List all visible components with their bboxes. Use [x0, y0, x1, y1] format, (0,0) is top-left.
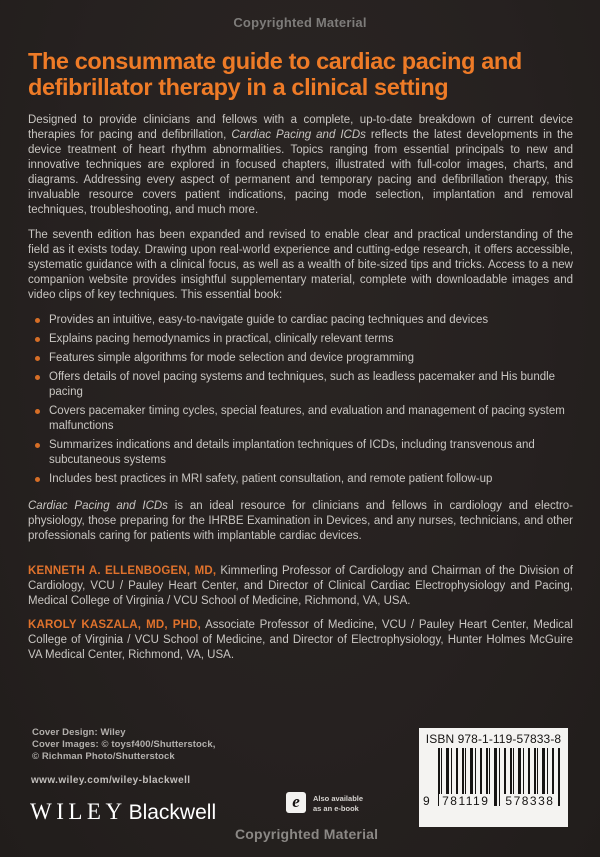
publisher-url: www.wiley.com/wiley-blackwell — [31, 775, 191, 786]
ebook-availability — [286, 792, 363, 813]
cover-credits — [32, 727, 215, 763]
feature-bullet-item: Features simple algorithms for mode selection and device programming — [28, 351, 573, 366]
isbn-barcode-block — [419, 728, 568, 827]
intro-paragraph-2: The seventh edition has been expanded and revised to enable clear and practical understanding of the field as it exists today. Drawing upon real-world experience and cutting-edge research, it offers accessible, systematic guidance with a clinical focus, as well as a wealth of bite-sized tips and tricks. Access to a new companion website provides insightful supplementary material, complete with downloadable images and video clips of key techniques. This essential book: — [28, 229, 573, 301]
back-cover-content — [28, 48, 573, 672]
feature-bullet-item: Summarizes indications and details implantation techniques of ICDs, including transvenous and subcutaneous systems — [28, 438, 573, 468]
ebook-note-line-2: as an e-book — [313, 803, 359, 813]
barcode-digits — [425, 794, 562, 808]
intro-paragraph-1 — [28, 113, 573, 218]
audience-paragraph — [28, 499, 573, 544]
ebook-note-line-1: Also available — [313, 794, 364, 803]
audience-text: is an ideal resource for clinicians and fellows in cardiology and electro-physiology, those preparing for the IHRBE Examination in Devices, and any nurses, technicians, and other professionals caring for patients with implantable cardiac devices. — [28, 500, 573, 542]
barcode-digit-lead: 9 — [423, 794, 434, 808]
author-bio — [28, 564, 573, 609]
wiley-blackwell-logo — [30, 799, 216, 825]
author-bio-text: Associate Professor of Medicine, VCU / Pauley Heart Center, Medical College of Virginia / VCU School of Medicine, and Director of Electrophysiology, Hunter Holmes McGuire VA Medical Center, Richmond, VA, USA. — [28, 619, 573, 661]
wiley-wordmark: WILEY — [30, 799, 127, 824]
copyright-notice-bottom: Copyrighted Material — [235, 826, 379, 842]
tagline-heading — [28, 48, 573, 100]
feature-bullet-item: Includes best practices in MRI safety, patient consultation, and remote patient follow-up — [28, 472, 573, 487]
cover-credit-line: Cover Images: © toysf400/Shutterstock, — [32, 739, 216, 750]
barcode-digit-group-2: 578338 — [503, 794, 557, 808]
blackwell-wordmark: Blackwell — [128, 801, 217, 824]
feature-bullet-list — [28, 313, 573, 487]
author-name: KENNETH A. ELLENBOGEN, MD, — [28, 565, 217, 577]
feature-bullet-item: Offers details of novel pacing systems and techniques, such as leadless pacemaker and His bundle pacing — [28, 370, 573, 400]
author-bio — [28, 618, 573, 663]
author-name: KAROLY KASZALA, MD, PHD, — [28, 619, 201, 631]
feature-bullet-item: Covers pacemaker timing cycles, special features, and evaluation and management of pacing system malfunctions — [28, 404, 573, 434]
feature-bullet-item: Explains pacing hemodynamics in practical, clinically relevant terms — [28, 332, 573, 347]
feature-bullet-item: Provides an intuitive, easy-to-navigate guide to cardiac pacing techniques and devices — [28, 313, 573, 328]
ebook-note — [313, 794, 363, 813]
ebook-icon: e — [286, 792, 306, 813]
copyright-notice-top: Copyrighted Material — [233, 15, 367, 30]
tagline-line-1: The consummate guide to cardiac pacing and — [28, 48, 522, 74]
tagline-line-2: defibrillator therapy in a clinical setting — [28, 74, 449, 100]
isbn-number: ISBN 978-1-119-57833-8 — [425, 732, 562, 746]
cover-credit-line: Cover Design: Wiley — [32, 727, 126, 738]
intro-p1-text: Designed to provide clinicians and fellows with a complete, up-to-date breakdown of current device therapies for pacing and defibrillation, — [28, 114, 573, 141]
barcode-digit-group-1: 781119 — [439, 794, 493, 808]
intro-p1-text-cont: reflects the latest developments in the device treatment of heart rhythm abnormalities. Topics ranging from essential principals to new and innovative techniques are explored in focused chapters, illustrated with full-color images, charts, and diagrams. Addressing every aspect of permanent and temporary pacing and defibrillation therapy, this invaluable resource covers patient indications, pacing mode selection, implantation and removal techniques, troubleshooting, and much more. — [28, 129, 574, 216]
cover-credit-line: © Richman Photo/Shutterstock — [32, 751, 175, 762]
book-title-italic: Cardiac Pacing and ICDs — [231, 129, 366, 141]
author-bios — [28, 564, 573, 663]
author-bio-text: Kimmerling Professor of Cardiology and Chairman of the Division of Cardiology, VCU / Pauley Heart Center, and Director of Clinical Cardiac Electrophysiology and Pacing, Medical College of Virginia / VCU School of Medicine, Richmond, VA, USA. — [28, 565, 573, 607]
book-title-italic: Cardiac Pacing and ICDs — [28, 500, 168, 512]
